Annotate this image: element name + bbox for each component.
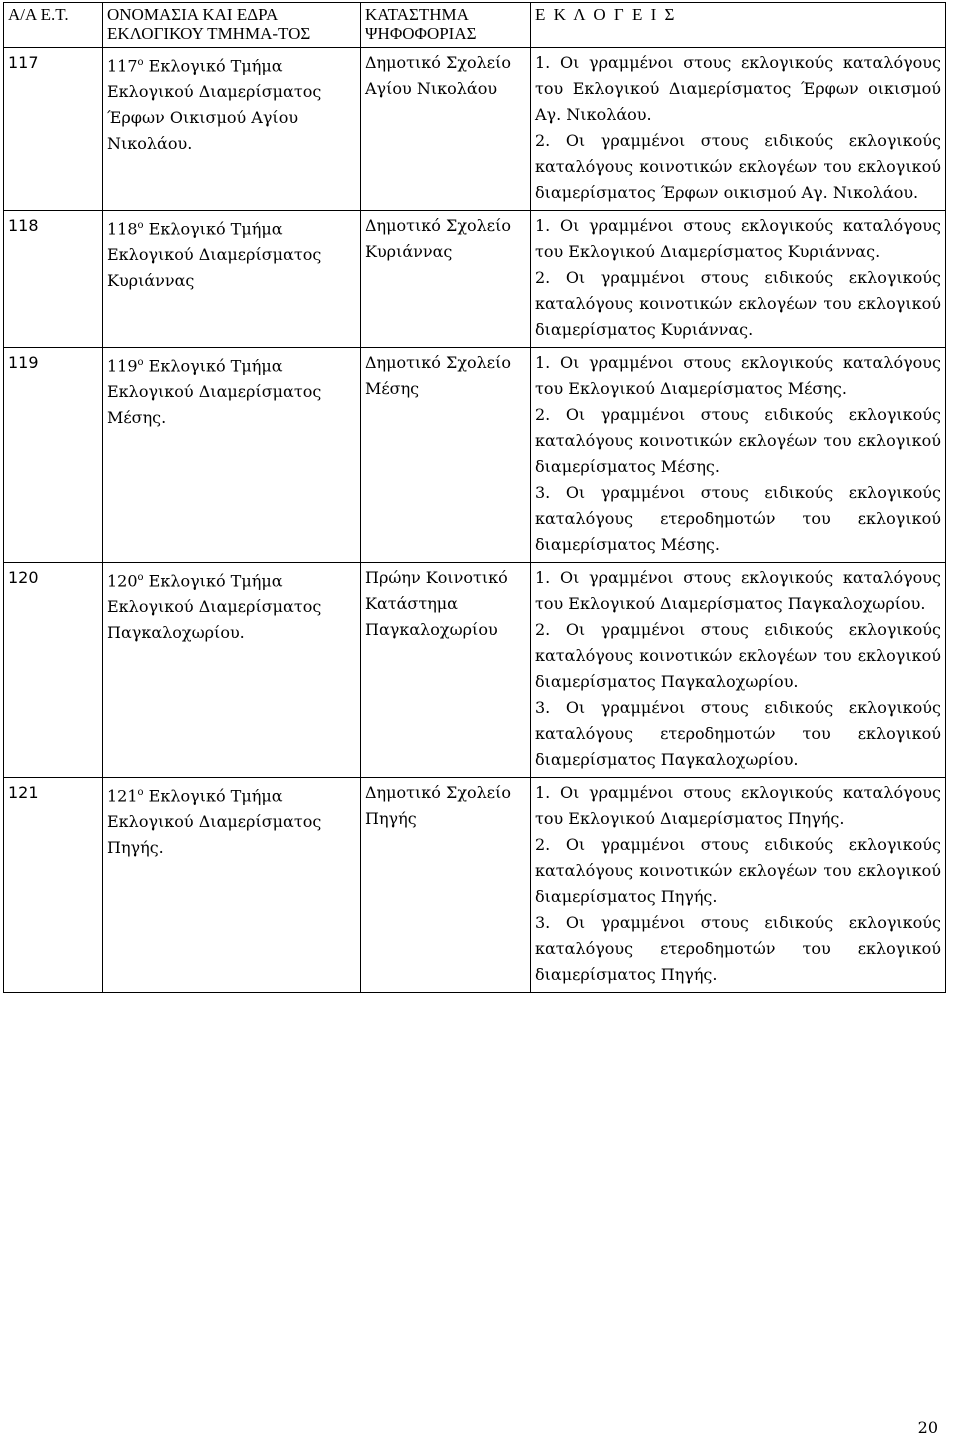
section-name-cell (103, 211, 361, 348)
section-number: 119 (107, 356, 138, 376)
section-text: Εκλογικό Τμήμα Εκλογικού Διαμερίσματος Πηγής. (107, 786, 322, 858)
voter-list-entry: 2. Οι γραμμένοι στους ειδικούς εκλογικούς καταλόγους κοινοτικών εκλογέων του εκλογικού διαμερίσματος Μέσης. (535, 405, 941, 476)
polling-station-name: Πρώην Κοινοτικό Κατάστημα Παγκαλοχωρίου (365, 568, 508, 639)
polling-station-name: Δημοτικό Σχολείο Αγίου Νικολάου (365, 53, 511, 98)
table-row (4, 211, 946, 348)
voters-cell (531, 211, 946, 348)
row-number: 119 (4, 348, 103, 563)
ordinal-suffix: ο (137, 572, 144, 583)
ordinal-suffix: ο (137, 220, 144, 231)
voter-list-entry: 2. Οι γραμμένοι στους ειδικούς εκλογικούς καταλόγους κοινοτικών εκλογέων του εκλογικού διαμερίσματος Κυριάννας. (535, 268, 941, 339)
voter-list-entry: 2. Οι γραμμένοι στους ειδικούς εκλογικούς καταλόγους κοινοτικών εκλογέων του εκλογικού διαμερίσματος Πηγής. (535, 835, 941, 906)
polling-station-name: Δημοτικό Σχολείο Κυριάννας (365, 216, 511, 261)
voter-list-entry: 3. Οι γραμμένοι στους ειδικούς εκλογικούς καταλόγους ετεροδημοτών του εκλογικού διαμερίσματος Παγκαλοχωρίου. (535, 698, 941, 769)
polling-station-cell (361, 211, 531, 348)
polling-station-cell (361, 778, 531, 993)
section-number: 117 (107, 56, 138, 76)
table-header-row (4, 3, 946, 48)
header-polling-station: ΚΑΤΑΣΤΗΜΑ ΨΗΦΟΦΟΡΙΑΣ (361, 3, 531, 48)
section-text: Εκλογικό Τμήμα Εκλογικού Διαμερίσματος Μέσης. (107, 356, 322, 428)
row-number: 120 (4, 563, 103, 778)
election-table (3, 2, 946, 993)
voter-list-entry: 1. Οι γραμμένοι στους εκλογικούς καταλόγους του Εκλογικού Διαμερίσματος Έρφων οικισμού Αγ. Νικολάου. (535, 53, 941, 124)
polling-station-name: Δημοτικό Σχολείο Πηγής (365, 783, 511, 828)
header-number: Α/Α Ε.Τ. (4, 3, 103, 48)
voter-list-entry: 3. Οι γραμμένοι στους ειδικούς εκλογικούς καταλόγους ετεροδημοτών του εκλογικού διαμερίσματος Μέσης. (535, 483, 941, 554)
ordinal-suffix: ο (137, 357, 144, 368)
section-name-cell (103, 563, 361, 778)
voter-list-entry: 2. Οι γραμμένοι στους ειδικούς εκλογικούς καταλόγους κοινοτικών εκλογέων του εκλογικού διαμερίσματος Παγκαλοχωρίου. (535, 620, 941, 691)
voter-list-entry: 1. Οι γραμμένοι στους εκλογικούς καταλόγους του Εκλογικού Διαμερίσματος Μέσης. (535, 353, 941, 398)
table-row (4, 563, 946, 778)
voter-list-entry: 1. Οι γραμμένοι στους εκλογικούς καταλόγους του Εκλογικού Διαμερίσματος Κυριάννας. (535, 216, 941, 261)
voter-list-entry: 1. Οι γραμμένοι στους εκλογικούς καταλόγους του Εκλογικού Διαμερίσματος Πηγής. (535, 783, 941, 828)
polling-station-cell (361, 348, 531, 563)
page-number: 20 (917, 1418, 938, 1437)
header-voters: Ε Κ Λ Ο Γ Ε Ι Σ (531, 3, 946, 48)
voters-cell (531, 563, 946, 778)
table-row (4, 48, 946, 211)
header-section-name: ΟΝΟΜΑΣΙΑ ΚΑΙ ΕΔΡΑ ΕΚΛΟΓΙΚΟΥ ΤΜΗΜΑ-ΤΟΣ (103, 3, 361, 48)
section-text: Εκλογικό Τμήμα Εκλογικού Διαμερίσματος Κυριάννας (107, 219, 322, 291)
section-text: Εκλογικό Τμήμα Εκλογικού Διαμερίσματος Έρφων Οικισμού Αγίου Νικολάου. (107, 56, 322, 154)
polling-station-cell (361, 48, 531, 211)
section-number: 118 (107, 219, 138, 239)
voters-cell (531, 348, 946, 563)
section-number: 120 (107, 571, 138, 591)
section-name-cell (103, 778, 361, 993)
row-number: 118 (4, 211, 103, 348)
row-number: 121 (4, 778, 103, 993)
polling-station-name: Δημοτικό Σχολείο Μέσης (365, 353, 511, 398)
table-row (4, 348, 946, 563)
section-text: Εκλογικό Τμήμα Εκλογικού Διαμερίσματος Παγκαλοχωρίου. (107, 571, 322, 643)
voter-list-entry: 2. Οι γραμμένοι στους ειδικούς εκλογικούς καταλόγους κοινοτικών εκλογέων του εκλογικού διαμερίσματος Έρφων οικισμού Αγ. Νικολάου. (535, 131, 941, 202)
ordinal-suffix: ο (137, 787, 144, 798)
table-row (4, 778, 946, 993)
polling-station-cell (361, 563, 531, 778)
voter-list-entry: 1. Οι γραμμένοι στους εκλογικούς καταλόγους του Εκλογικού Διαμερίσματος Παγκαλοχωρίου. (535, 568, 941, 613)
voters-cell (531, 48, 946, 211)
section-name-cell (103, 348, 361, 563)
ordinal-suffix: ο (137, 57, 144, 68)
section-number: 121 (107, 786, 138, 806)
section-name-cell (103, 48, 361, 211)
voter-list-entry: 3. Οι γραμμένοι στους ειδικούς εκλογικούς καταλόγους ετεροδημοτών του εκλογικού διαμερίσματος Πηγής. (535, 913, 941, 984)
voters-cell (531, 778, 946, 993)
row-number: 117 (4, 48, 103, 211)
